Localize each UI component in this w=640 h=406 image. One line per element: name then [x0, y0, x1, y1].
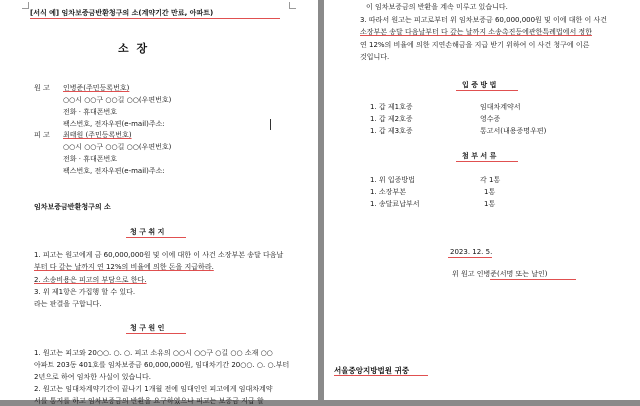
spellcheck-underline [456, 90, 518, 91]
body-line: 것입니다. [360, 53, 390, 61]
text-cursor[interactable] [270, 119, 271, 130]
evidence-desc: 영수증 [480, 115, 501, 123]
form-header: [서식 예] 임차보증금반환청구의 소(계약기간 만료, 아파트) [30, 9, 214, 17]
document-title: 소 장 [118, 42, 150, 55]
defendant-phone: 전화 · 휴대폰번호 [63, 155, 118, 163]
document-page-right [324, 0, 640, 400]
evidence-desc: 통고서(내용증명우편) [480, 127, 547, 135]
spellcheck-underline [30, 18, 280, 19]
case-title: 임차보증금반환청구의 소 [34, 203, 111, 211]
evidence-no: 1. 갑 제3호증 [370, 127, 413, 135]
attachment-count: 각 1통 [480, 176, 501, 184]
body-line: 이 임차보증금의 반환을 계속 미루고 있습니다. [366, 3, 508, 11]
cause-line: 2. 원고는 임대차계약기간이 끝나기 1개월 전에 임대인인 피고에게 임대차계약 [34, 385, 273, 393]
signer-line: 위 원고 인병준(서명 또는 날인) [452, 270, 548, 278]
claim-heading: 청 구 취 지 [130, 228, 165, 236]
attachment-item: 1. 소장부본 [370, 188, 406, 196]
spellcheck-underline [490, 279, 576, 280]
plaintiff-name: 인병준(주민등록번호) [63, 84, 130, 92]
evidence-desc: 임대차계약서 [480, 103, 521, 111]
spellcheck-underline [456, 161, 518, 162]
claim-line: 부터 다 갚는 날까지 연 12%의 비율에 의한 돈을 지급하라. [34, 263, 214, 271]
body-line: 연 12%의 비율에 의한 지연손해금을 지급 받기 위하여 이 사건 청구에 이른 [360, 41, 590, 49]
margin-corner-mark [22, 2, 29, 9]
defendant-name: 최태원 (주민등록번호) [63, 131, 132, 139]
attachment-item: 1. 송달료납부서 [370, 200, 420, 208]
claim-line: 라는 판결을 구합니다. [34, 300, 102, 308]
spellcheck-underline [448, 257, 492, 258]
plaintiff-address: ○○시 ○○구 ○○길 ○○(우편번호) [63, 96, 172, 104]
evidence-no: 1. 갑 제2호증 [370, 115, 413, 123]
cause-line: 1. 원고는 피고와 20○○. ○. ○. 피고 소유의 ○○시 ○○구 ○길 ○○ 소재 ○○ [34, 349, 273, 357]
claim-line: 1. 피고는 원고에게 금 60,000,000원 및 이에 대한 이 사건 소장부본 송달 다음날 [34, 251, 284, 259]
evidence-heading: 입 증 방 법 [462, 81, 497, 89]
spellcheck-underline [334, 375, 428, 376]
spellcheck-underline [126, 237, 186, 238]
evidence-no: 1. 갑 제1호증 [370, 103, 413, 111]
cause-line: 2년으로 하여 임차한 사실이 있습니다. [34, 373, 152, 381]
claim-line: 3. 위 제1항은 가집행 할 수 있다. [34, 288, 136, 296]
plaintiff-fax: 팩스번호, 전자우편(e-mail)주소: [63, 120, 165, 128]
cause-line: 아파트 203동 401호를 임차보증금 60,000,000원, 임대차기간 20○○. ○. ○.부터 [34, 361, 290, 369]
defendant-fax: 팩스번호, 전자우편(e-mail)주소: [63, 167, 165, 175]
attachment-item: 1. 위 입증방법 [370, 176, 415, 184]
document-date: 2023. 12. 5. [450, 248, 493, 256]
spellcheck-underline [126, 333, 186, 334]
document-page-left [0, 0, 318, 405]
defendant-address: ○○시 ○○구 ○○길 ○○(우편번호) [63, 143, 172, 151]
attachment-count: 1통 [484, 200, 496, 208]
body-line: 소장부본 송달 다음날부터 다 갚는 날까지 소송촉진등에관한특례법에서 정한 [360, 28, 592, 36]
body-line: 3. 따라서 원고는 피고로부터 위 임차보증금 60,000,000원 및 이에 대한 이 사건 [360, 16, 608, 24]
defendant-role: 피 고 [34, 131, 50, 139]
plaintiff-role: 원 고 [34, 84, 50, 92]
plaintiff-phone: 전화 · 휴대폰번호 [63, 108, 118, 116]
margin-corner-mark [289, 2, 296, 9]
attachment-count: 1통 [484, 188, 496, 196]
cause-heading: 청 구 원 인 [130, 324, 165, 332]
claim-line: 2. 소송비용은 피고의 부담으로 한다. [34, 276, 147, 284]
cause-line: 서를 통지를 하고 임차보증금의 반환을 요구하였으나 피고는 보증금 지급 할 [34, 397, 264, 405]
court-name: 서울중앙지방법원 귀중 [334, 366, 410, 375]
attachments-heading: 첨 부 서 류 [462, 152, 497, 160]
